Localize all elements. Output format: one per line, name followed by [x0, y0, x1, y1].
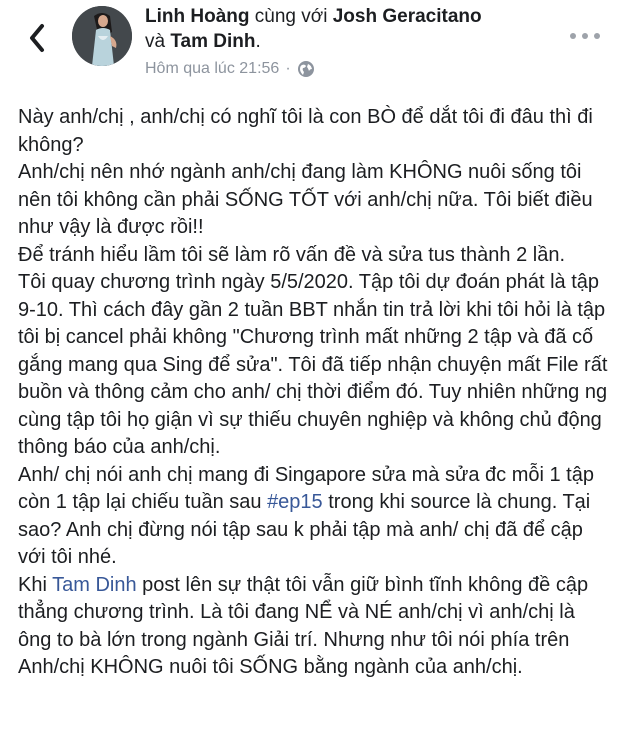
post-timestamp[interactable]: Hôm qua lúc 21:56 [145, 60, 280, 77]
paragraph: Khi Tam Dinh post lên sự thật tôi vẫn giữ bình tĩnh không đề cập thẳng chương trình. Là tôi đang NỂ và NÉ anh/chị vì anh/chị là ông to bà lớn trong ngành Giải trí. Nhưng như tôi nói phía trên Anh/chị KHÔNG nuôi tôi SỐNG bằng ngành của anh/chị. [18, 573, 589, 678]
period: . [255, 31, 261, 52]
paragraph: Anh/chị nên nhớ ngành anh/chị đang làm KHÔNG nuôi sống tôi nên tôi không cần phải SỐNG TỐT với anh/chị nữa. Tôi biết điều như vậy là được rồi!! [18, 161, 593, 238]
chevron-left-icon [28, 23, 46, 53]
paragraph: Tôi quay chương trình ngày 5/5/2020. Tập tôi dự đoán phát là tập 9-10. Thì cách đây gần 2 tuần BBT nhắn tin trả lời khi tôi hỏi là tập tôi bị cancel phải không "Chương trình mất những 2 tập và đã cố gắng mang qua Sing để sửa". Tôi đã tiếp nhận chuyện mất File rất buồn và thông cảm cho anh/ chị thời điểm đó. Tuy nhiên những ng cùng tập tôi họ giận vì sự thiếu chuyên nghiệp và không chủ động thông báo của anh/chị. [18, 271, 608, 458]
post-meta [145, 60, 315, 78]
globe-icon [297, 60, 315, 78]
and-text: và [145, 31, 166, 52]
paragraph: Anh/ chị nói anh chị mang đi Singapore sửa mà sửa đc mỗi 1 tập còn 1 tập lại chiếu tuần sau #ep15 trong khi source là chung. Tại sao? Anh chị đừng nói tập sau k phải tập mà anh/ chị đã để cập với tôi nhé. [18, 463, 594, 568]
more-options-button[interactable] [570, 28, 600, 44]
with-text: cùng với [254, 6, 328, 27]
meta-separator: · [285, 60, 291, 77]
mention-link[interactable]: Tam Dinh [52, 573, 137, 596]
avatar[interactable] [72, 6, 132, 66]
paragraph: Để tránh hiểu lầm tôi sẽ làm rõ vấn đề và sửa tus thành 2 lần. [18, 243, 566, 266]
hashtag-link[interactable]: #ep15 [267, 491, 323, 513]
post-text [18, 104, 612, 682]
post-header [0, 0, 620, 90]
tagged-user-1[interactable]: Josh Geracitano [332, 6, 482, 27]
paragraph: Này anh/chị , anh/chị có nghĩ tôi là con BÒ để dắt tôi đi đâu thì đi không? [18, 106, 593, 156]
avatar-photo [72, 6, 132, 66]
post-author-line [145, 4, 482, 54]
tagged-user-2[interactable]: Tam Dinh [170, 31, 256, 52]
back-button[interactable] [22, 20, 52, 56]
more-dots-icon [570, 33, 576, 39]
author-name[interactable]: Linh Hoàng [145, 6, 250, 27]
